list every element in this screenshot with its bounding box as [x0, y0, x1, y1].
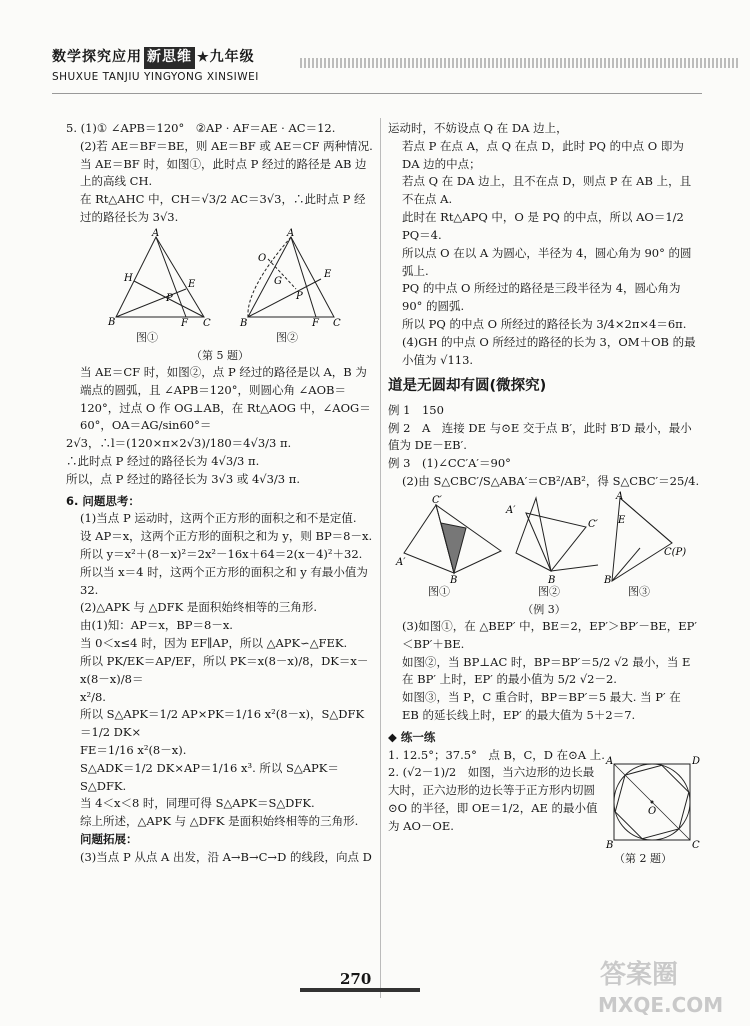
- fig2-label-c: C: [333, 317, 341, 329]
- q5-figure-1: [106, 229, 216, 329]
- watermark-url: MXQE.COM: [598, 993, 724, 1017]
- header-pinyin: SHUXUE TANJIU YINGYONG XINSIWEI: [52, 71, 259, 83]
- ex3-fig2-caption: 图②: [538, 584, 560, 598]
- q6-line-13: 当 4＜x＜8 时，同理可得 S△APK＝S△DFK.: [80, 796, 315, 811]
- practice-2-figure: [606, 756, 701, 852]
- q5b-line-1: 当 AE＝CF 时，如图②，点 P 经过的路径是以 A，B 为端点的圆弧，且 ∠APB＝120°，则圆心角 ∠AOB＝120°，过点 O 作 OG⊥AB，在 Rt△AOG 中，∠AOG＝60°，OA＝AG/sin60°＝: [80, 364, 371, 433]
- ex3f3-label-b: B: [604, 574, 612, 586]
- q5b-line-4: 所以，点 P 经过的路径长为 3√3 或 4√3/3 π.: [66, 471, 300, 486]
- q6-ext-line: (3)当点 P 从点 A 出发，沿 A→B→C→D 的线段，向点 D: [80, 849, 372, 864]
- diamond-icon: ◆: [388, 729, 401, 744]
- example-3-title: 例 3 (1)∠CC′A′＝90°: [388, 456, 511, 471]
- q5-line-3: 当 AE＝BF 时，如图①，此时点 P 经过的路径是 AB 边上的高线 CH.: [80, 156, 367, 189]
- cont-line-1: 运动时，不妨设点 Q 在 DA 边上，: [388, 121, 568, 135]
- watermark-logo: 答案圈: [600, 960, 679, 990]
- fig2-label-o: O: [258, 252, 267, 264]
- fig2-label-a: A: [287, 227, 295, 239]
- pr2-label-o: O: [648, 806, 657, 818]
- page-number-underline: [300, 988, 420, 992]
- q5-figure-2: [236, 229, 346, 329]
- pr2-label-c: C: [692, 840, 700, 852]
- ex3f1-label-a: A′: [396, 556, 406, 568]
- ex3-part3-line-2: 如图②，当 BP⊥AC 时，BP＝BP′＝5/2 √2 最小，当 E 在 BP′ 上时，EP′ 的最小值为 5/2 √2－2.: [402, 654, 691, 687]
- practice-title: ◆ 练一练: [388, 729, 436, 744]
- example-3-caption: （例 3）: [522, 602, 566, 616]
- ex3-fig3-caption: 图③: [628, 584, 650, 598]
- header-brand-box: 新思维: [144, 47, 195, 69]
- fig2-caption: 图②: [276, 330, 298, 344]
- ex3f3-label-e: E: [618, 514, 626, 526]
- q6-line-10: 所以 S△APK＝1/2 AP×PK＝1/16 x²(8－x)，S△DFK＝1/2 DK×: [80, 707, 365, 740]
- q6-line-12: S△ADK＝1/2 DK×AP＝1/16 x³. 所以 S△APK＝S△DFK.: [80, 760, 339, 793]
- practice-2: 2. (√2－1)/2 如图，当六边形的边长最大时，正六边形的边长等于正方形内切圆⊙O 的半径，即 OE＝1/2，AE 的最小值为 AO－OE.: [388, 765, 598, 833]
- fig1-label-b: B: [108, 316, 116, 328]
- page-number: 270: [340, 970, 372, 988]
- column-divider: [380, 118, 381, 998]
- fig2-label-g: G: [274, 275, 282, 287]
- ex3-fig1-caption: 图①: [428, 584, 450, 598]
- q6-line-3: 所以 y＝x²＋(8－x)²＝2x²－16x＋64＝2(x－4)²＋32.: [80, 547, 363, 562]
- fig2-label-b: B: [240, 317, 248, 329]
- q6-line-8: 所以 PK/EK＝AP/EF，所以 PK＝x(8－x)/8，DK＝x－x(8－x)/8＝: [80, 653, 369, 686]
- ex3f3-label-a: A: [616, 490, 624, 502]
- header-rule: [52, 93, 702, 94]
- ex3-part3-line-1: (3)如图①，在 △BEP′ 中，BE＝2，EP′＞BP′－BE，EP′＜BP′＋BE.: [402, 618, 697, 651]
- example-1: 例 1 150: [388, 402, 444, 417]
- q6-line-1: (1)当点 P 运动时，这两个正方形的面积之和不是定值.: [80, 511, 357, 526]
- q5-caption: （第 5 题）: [191, 348, 249, 362]
- cont-line-5: 所以点 O 在以 A 为圆心，半径为 4，圆心角为 90° 的圆弧上.: [402, 245, 692, 278]
- fig1-label-p: P: [166, 292, 173, 304]
- fig2-label-p: P: [296, 290, 303, 302]
- example-3-figures: [388, 490, 700, 601]
- fig2-label-f: F: [312, 317, 319, 329]
- q6-line-7: 当 0＜x≤4 时，因为 EF∥AP，所以 △APK∽△FEK.: [80, 636, 348, 651]
- q5-line-4: 在 Rt△AHC 中，CH＝√3/2 AC＝3√3，∴此时点 P 经过的路径长为 3√3.: [80, 192, 366, 225]
- fig1-label-h: H: [124, 272, 133, 284]
- ex3f2-label-a: A′: [506, 504, 516, 516]
- fig1-label-e: E: [188, 278, 196, 290]
- q6-line-6: 由(1)知：AP＝x，BP＝8－x.: [80, 618, 233, 633]
- ex3f1-label-b: B: [450, 574, 458, 586]
- fig1-label-a: A: [152, 227, 160, 239]
- cont-line-6: PQ 的中点 O 所经过的路径是三段半径为 4，圆心角为 90° 的圆弧.: [402, 281, 681, 314]
- fig2-label-e: E: [324, 268, 332, 280]
- cont-line-4: 此时在 Rt△APQ 中，O 是 PQ 的中点，所以 AO＝1/2 PQ＝4.: [402, 210, 684, 242]
- ex3-figure-3: [602, 490, 702, 586]
- header-dot-band: [300, 58, 740, 68]
- practice-1: 1. 12.5°；37.5° 点 B，C，D 在⊙A 上.: [388, 747, 605, 762]
- ex3-part3-line-3: 如图③，当 P，C 重合时，BP＝BP′＝5 最大. 当 P′ 在 EB 的延长线上时，EP′ 的最大值为 5＋2＝7.: [402, 690, 681, 723]
- pr2-label-d: D: [692, 756, 701, 768]
- q6-line-11: FE＝1/16 x²(8－x).: [80, 742, 187, 757]
- q5b-line-2: 2√3，∴l＝(120×π×2√3)/180＝4√3/3 π.: [66, 436, 292, 451]
- q6-ext-title: 问题拓展：: [80, 832, 138, 847]
- right-column: [388, 120, 701, 866]
- ex3-figure-1: [396, 493, 506, 585]
- ex3f1-label-c: C′: [432, 494, 442, 506]
- q6-line-14: 综上所述，△APK 与 △DFK 是面积始终相等的三角形.: [80, 814, 359, 829]
- q5-line-1: 5. (1)① ∠APB＝120° ②AP · AF＝AE · AC＝12.: [66, 121, 336, 135]
- q6-line-5: (2)△APK 与 △DFK 是面积始终相等的三角形.: [80, 600, 318, 615]
- fig1-caption: 图①: [136, 330, 158, 344]
- practice-2-caption: （第 2 题）: [614, 852, 672, 866]
- star-icon: ★: [197, 50, 210, 65]
- cont-line-3: 若点 Q 在 DA 边上，且不在点 D，则点 P 在 AB 上，且不在点 A.: [402, 174, 692, 207]
- cont-line-7: 所以 PQ 的中点 O 所经过的路径长为 3/4×2π×4＝6π.: [402, 316, 687, 331]
- q5-figures: [66, 229, 374, 347]
- fig1-label-f: F: [181, 317, 188, 329]
- practice-2-block: [388, 756, 701, 866]
- q6-title: 6. 问题思考：: [66, 493, 140, 508]
- q5b-line-3: ∴此时点 P 经过的路径长为 4√3/3 π.: [66, 453, 260, 468]
- example-2: 例 2 A 连接 DE 与⊙E 交于点 B′，此时 B′D 最小，最小值为 DE－EB′.: [388, 420, 692, 453]
- cont-line-8: (4)GH 的中点 O 所经过的路径的长为 3，OM＋OB 的最小值为 √113.: [402, 334, 696, 367]
- q6-line-9: x²/8.: [80, 689, 106, 704]
- pr2-label-a: A: [606, 756, 614, 768]
- left-column: [66, 120, 374, 867]
- section-title: 道是无圆却有圆(微探究): [388, 378, 547, 395]
- ex3f2-label-b: B: [548, 574, 556, 586]
- ex3f3-label-cp: C(P): [664, 546, 687, 558]
- ex3f2-label-c: C′: [588, 518, 598, 530]
- header-series: 数学探究应用 新思维 ★九年级: [52, 47, 255, 69]
- ex3-figure-2: [506, 493, 606, 585]
- example-3-part-2: (2)由 S△CBC′/S△ABA′＝CB²/AB²，得 S△CBC′＝25/4.: [402, 474, 700, 489]
- fig1-label-c: C: [203, 317, 211, 329]
- pr2-label-b: B: [606, 840, 614, 852]
- q5-line-2: (2)若 AE＝BF＝BE，则 AE＝BF 或 AE＝CF 两种情况.: [80, 138, 373, 153]
- cont-line-2: 若点 P 在点 A，点 Q 在点 D，此时 PQ 的中点 O 即为 DA 边的中点；: [402, 138, 684, 171]
- q6-line-4: 所以当 x＝4 时，这两个正方形的面积之和 y 有最小值为 32.: [80, 564, 368, 597]
- q6-line-2: 设 AP＝x，这两个正方形的面积之和为 y，则 BP＝8－x.: [80, 529, 373, 544]
